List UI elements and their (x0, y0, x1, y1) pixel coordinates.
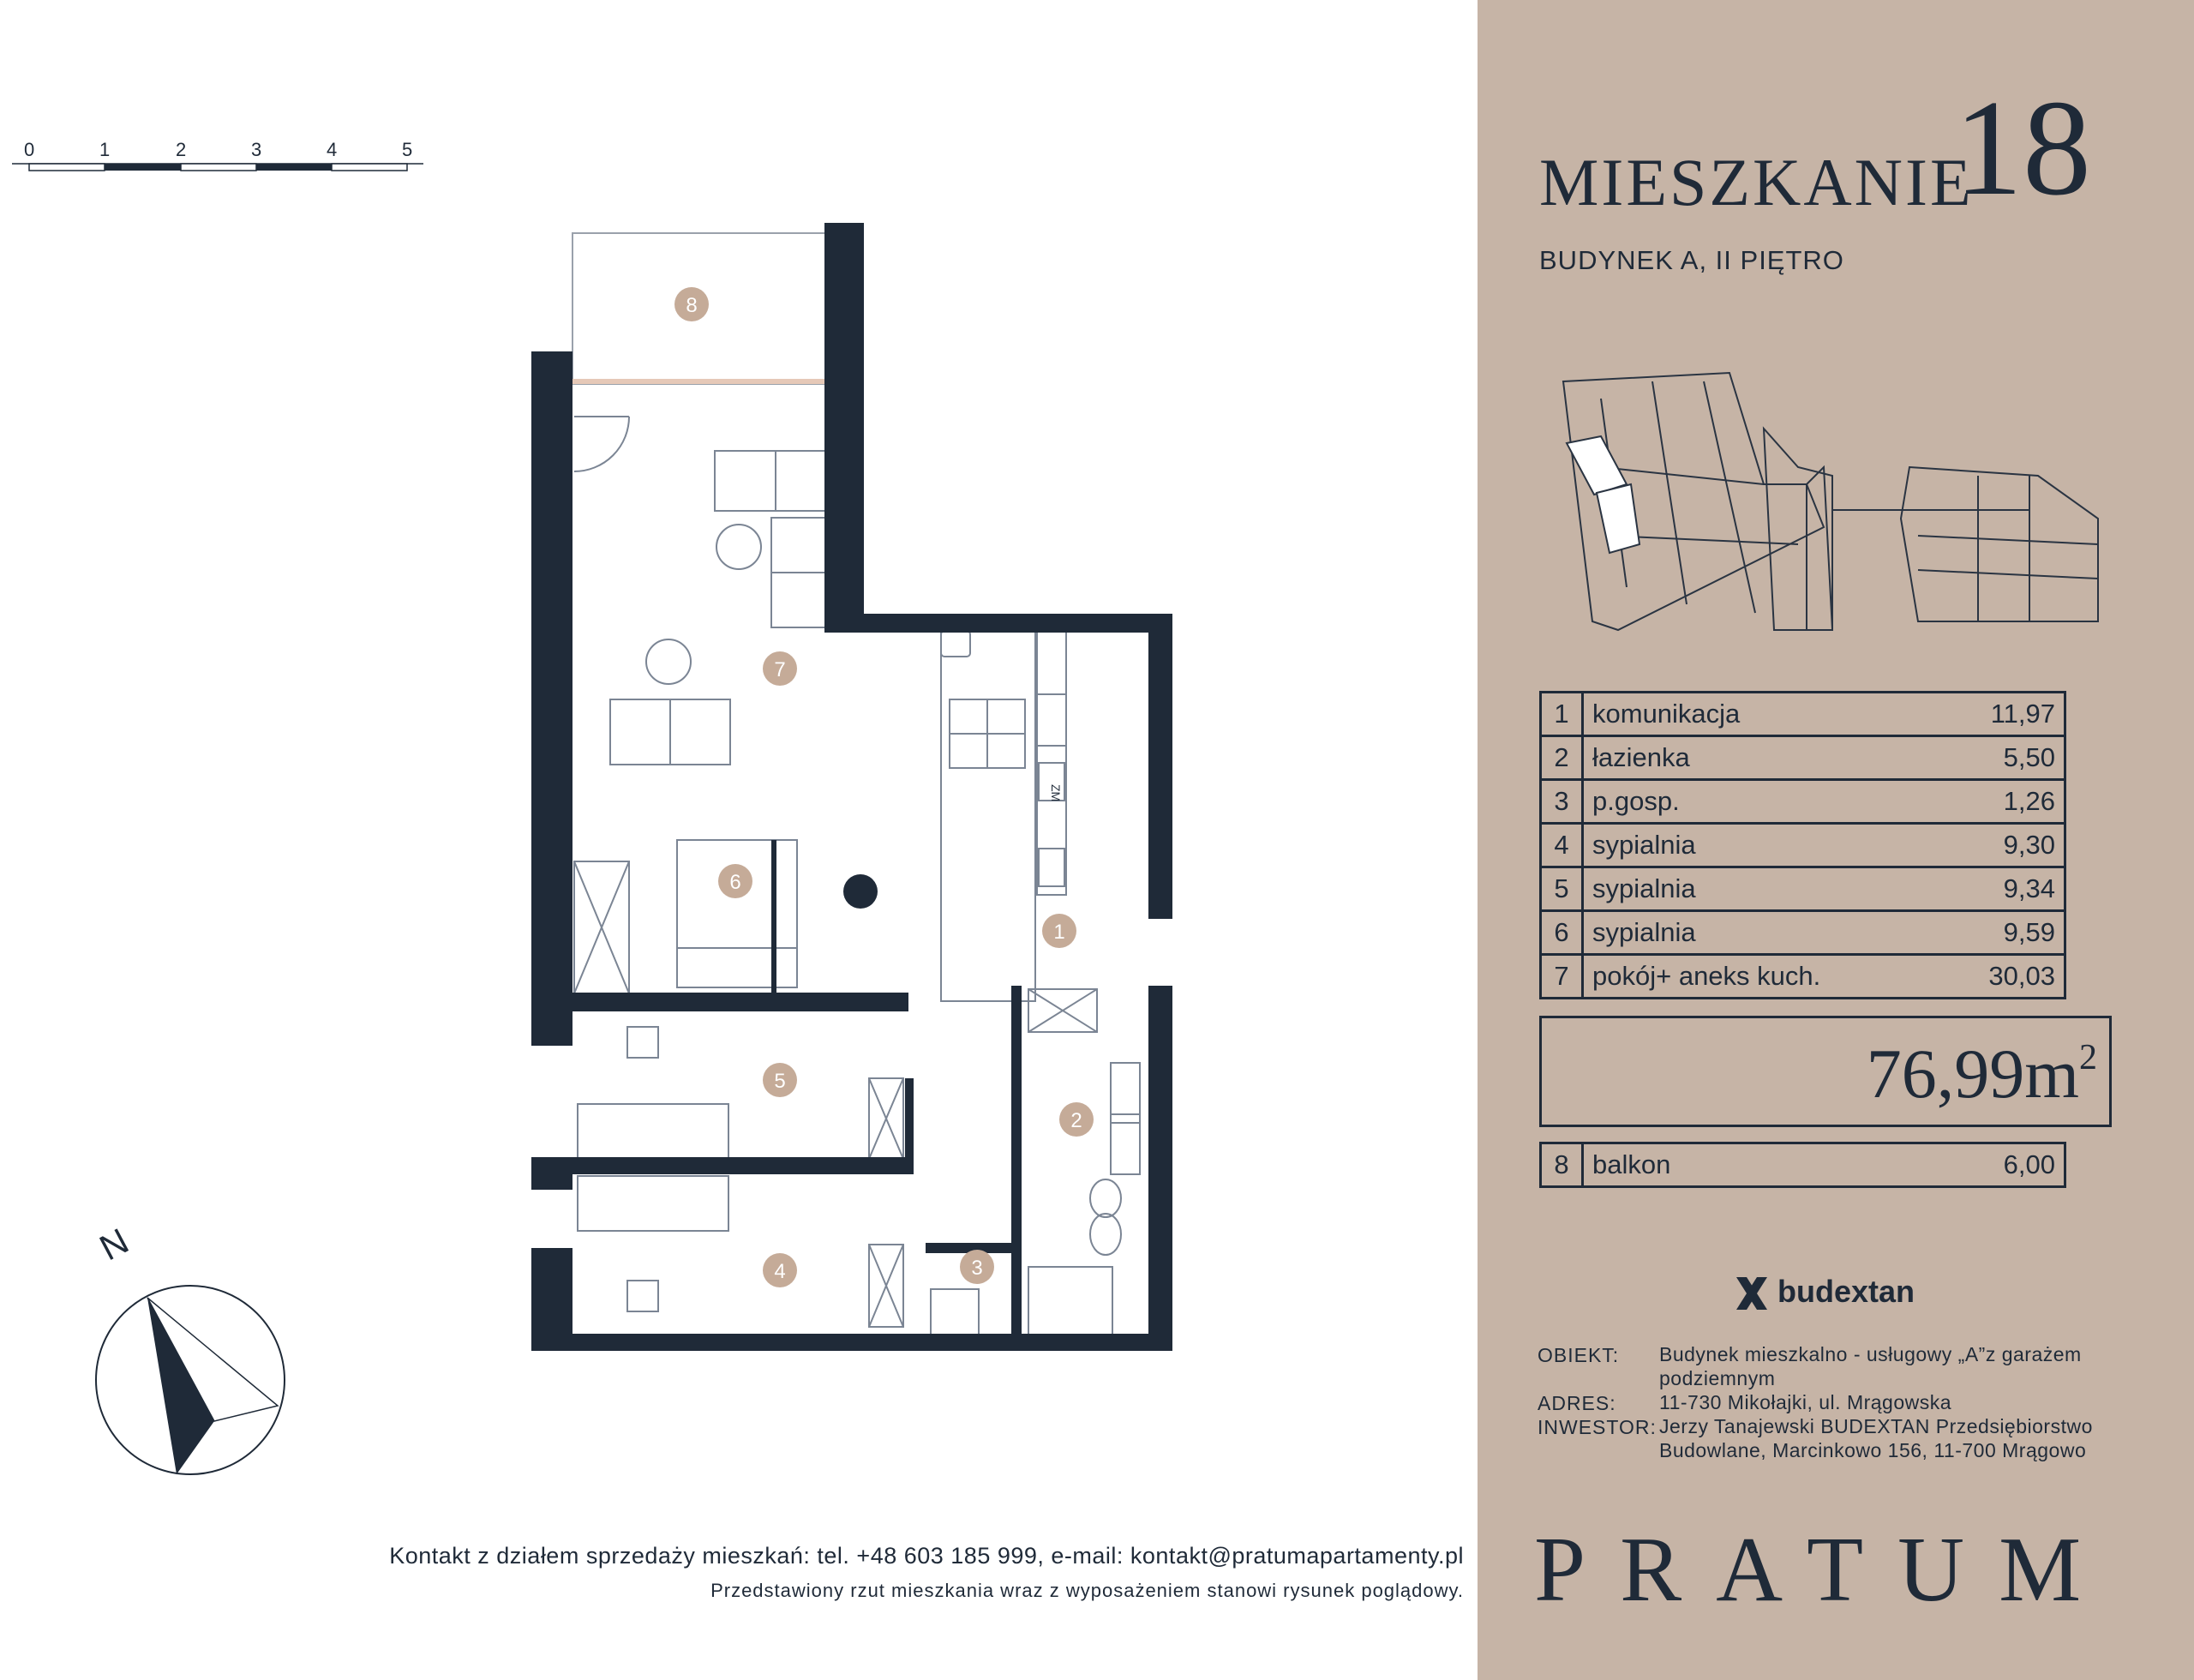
room-badge-3: 3 (971, 1257, 983, 1280)
inwestor-value: Jerzy Tanajewski BUDEXTAN Przedsiębiorstwo Budowlane, Marcinkowo 156, 11-700 Mrągowo (1659, 1415, 2093, 1461)
total-area (1867, 1034, 2097, 1114)
compass-north-label: N (93, 1220, 135, 1269)
apartment-title: MIESZKANIE (1539, 145, 1974, 219)
room-number: 4 (1541, 824, 1583, 867)
room-badge-8: 8 (686, 294, 698, 317)
room-badge-6: 6 (729, 871, 741, 894)
room-name: pokój+ aneks kuch. (1583, 955, 1979, 999)
total-area-box (1539, 1016, 2112, 1127)
apartment-number: 18 (1954, 71, 2091, 224)
building-floor: BUDYNEK A, II PIĘTRO (1539, 245, 1844, 275)
apartment-floor-plan (514, 214, 1200, 1371)
room-number: 3 (1541, 780, 1583, 824)
room-badge-2: 2 (1070, 1109, 1082, 1132)
room-area: 9,30 (1978, 824, 2065, 867)
pratum-logo: PRATUM (1534, 1519, 2116, 1621)
inwestor-label: INWESTOR: (1538, 1416, 1657, 1438)
room-number: 5 (1541, 867, 1583, 911)
obiekt-label: OBIEKT: (1538, 1344, 1620, 1366)
room-area: 9,34 (1978, 867, 2065, 911)
scale-label-3: 3 (251, 139, 262, 160)
room-area: 30,03 (1978, 955, 2065, 999)
room-name: komunikacja (1583, 693, 1979, 736)
scale-label-0: 0 (24, 139, 35, 160)
adres-label: ADRES: (1538, 1392, 1616, 1414)
room-name: sypialnia (1583, 911, 1979, 955)
room-name: p.gosp. (1583, 780, 1979, 824)
table-row (1541, 1143, 2065, 1187)
table-row (1541, 824, 2065, 867)
scale-label-2: 2 (176, 139, 187, 160)
room-name: łazienka (1583, 736, 1979, 780)
room-badge-5: 5 (774, 1070, 786, 1093)
scale-bar-graphic (12, 159, 429, 176)
total-area-value: 76,99m (1866, 1035, 2079, 1113)
total-area-unit-exponent: 2 (2079, 1038, 2097, 1077)
room-badge-1: 1 (1053, 921, 1065, 944)
room-name: sypialnia (1583, 824, 1979, 867)
scale-label-1: 1 (99, 139, 111, 160)
room-area: 9,59 (1978, 911, 2065, 955)
compass-icon (86, 1277, 295, 1483)
room-number: 7 (1541, 955, 1583, 999)
room-badge-4: 4 (774, 1260, 786, 1283)
room-number: 1 (1541, 693, 1583, 736)
table-row (1541, 780, 2065, 824)
fridge-label: ZM (1049, 784, 1063, 802)
room-area: 1,26 (1978, 780, 2065, 824)
scale-label-4: 4 (327, 139, 338, 160)
room-name: sypialnia (1583, 867, 1979, 911)
balcony-table (1539, 1142, 2066, 1188)
table-row (1541, 911, 2065, 955)
scale-label-5: 5 (402, 139, 413, 160)
disclaimer-text: Przedstawiony rzut mieszkania wraz z wyposażeniem stanowi rysunek poglądowy. (710, 1580, 1464, 1601)
obiekt-value: Budynek mieszkalno - usługowy „A”z garażem podziemnym (1659, 1343, 2082, 1389)
table-row (1541, 867, 2065, 911)
developer-brand: budextan (1777, 1274, 1915, 1309)
room-number: 6 (1541, 911, 1583, 955)
adres-value: 11-730 Mikołajki, ul. Mrągowska (1659, 1391, 1952, 1413)
budextan-logo-icon (1733, 1275, 1771, 1311)
table-row (1541, 955, 2065, 999)
room-area: 5,50 (1978, 736, 2065, 780)
room-number: 8 (1541, 1143, 1583, 1187)
room-area: 11,97 (1978, 693, 2065, 736)
table-row (1541, 736, 2065, 780)
rooms-table (1539, 691, 2066, 999)
building-key-plan (1550, 347, 2115, 634)
room-badge-7: 7 (774, 658, 786, 681)
sales-contact: Kontakt z działem sprzedaży mieszkań: tel. +48 603 185 999, e-mail: kontakt@pratumapartamenty.pl (389, 1543, 1464, 1569)
room-name: balkon (1583, 1143, 1979, 1187)
room-area: 6,00 (1978, 1143, 2065, 1187)
table-row (1541, 693, 2065, 736)
room-number: 2 (1541, 736, 1583, 780)
